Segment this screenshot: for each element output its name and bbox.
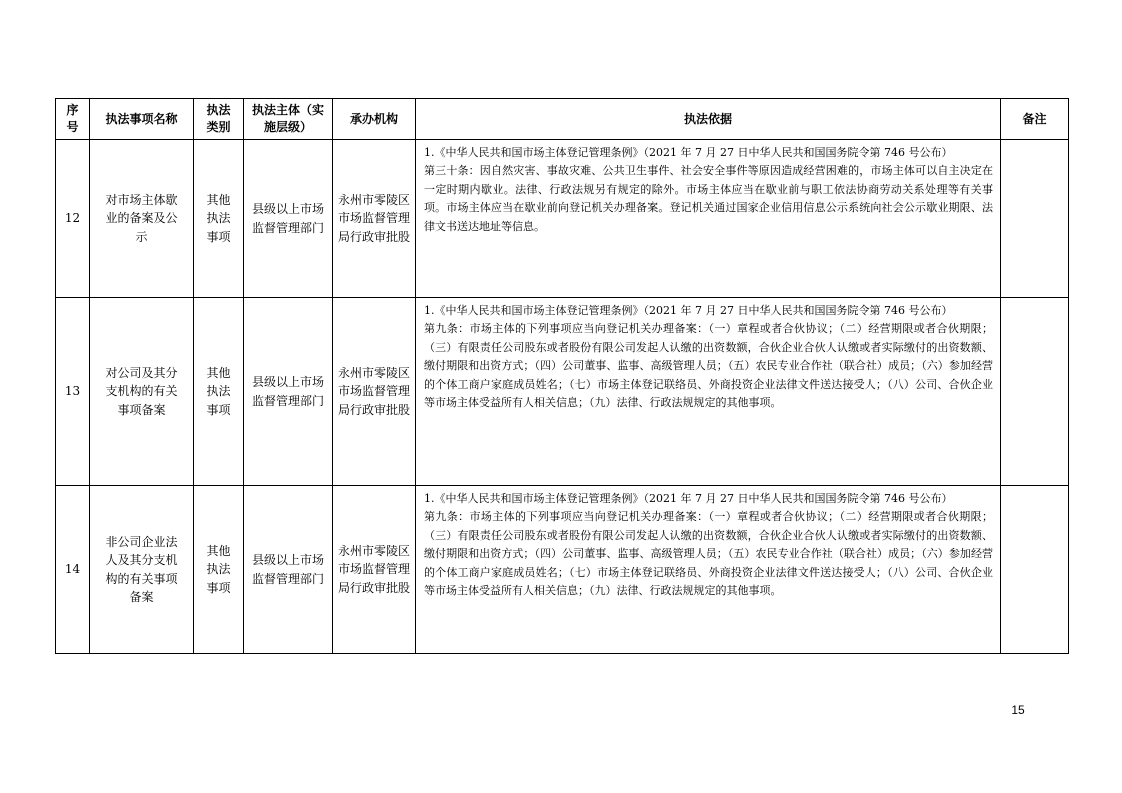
cell-basis [416,140,1001,298]
header-category: 执法类别 [194,99,244,140]
enforcement-items-table [55,98,1069,654]
cell-remark [1001,140,1069,298]
cell-category: 其他执法事项 [194,140,244,298]
table-header-row [56,99,1069,140]
cell-subject: 县级以上市场监督管理部门 [244,140,333,298]
header-remark: 备注 [1001,99,1069,140]
cell-remark [1001,298,1069,486]
table-row [56,486,1069,654]
cell-no: 13 [56,298,90,486]
cell-no: 14 [56,486,90,654]
cell-subject: 县级以上市场监督管理部门 [244,486,333,654]
header-name: 执法事项名称 [90,99,194,140]
cell-category: 其他执法事项 [194,298,244,486]
basis-title: 1.《中华人民共和国市场主体登记管理条例》（2021 年 7 月 27 日中华人民共和国国务院令第 746 号公布） [424,304,953,317]
header-basis: 执法依据 [416,99,1001,140]
basis-text: 第九条：市场主体的下列事项应当向登记机关办理备案：（一）章程或者合伙协议；（二）经营期限或者合伙期限；（三）有限责任公司股东或者股份有限公司发起人认缴的出资数额，合伙企业合伙人认缴或者实际缴付的出资数额、缴付期限和出资方式；（四）公司董事、监事、高级管理人员；（五）农民专业合作社（联合社）成员；（六）参加经营的个体工商户家庭成员姓名；（七）市场主体登记联络员、外商投资企业法律文件送达接受人；（八）公司、合伙企业等市场主体受益所有人相关信息；（九）法律、行政法规规定的其他事项。 [424,510,993,598]
cell-category: 其他执法事项 [194,486,244,654]
cell-no: 12 [56,140,90,298]
cell-name: 对公司及其分支机构的有关事项备案 [90,298,194,486]
cell-basis [416,486,1001,654]
cell-subject: 县级以上市场监督管理部门 [244,298,333,486]
basis-title: 1.《中华人民共和国市场主体登记管理条例》（2021 年 7 月 27 日中华人民共和国国务院令第 746 号公布） [424,146,953,159]
basis-text: 第三十条：因自然灾害、事故灾难、公共卫生事件、社会安全事件等原因造成经营困难的，市场主体可以自主决定在一定时期内歇业。法律、行政法规另有规定的除外。市场主体应当在歇业前与职工依法协商劳动关系处理等有关事项。市场主体应当在歇业前向登记机关办理备案。登记机关通过国家企业信用信息公示系统向社会公示歇业期限、法律文书送达地址等信息。 [424,164,993,233]
cell-agency: 永州市零陵区市场监督管理局行政审批股 [333,140,416,298]
cell-agency: 永州市零陵区市场监督管理局行政审批股 [333,486,416,654]
cell-name: 非公司企业法人及其分支机构的有关事项备案 [90,486,194,654]
cell-remark [1001,486,1069,654]
page-number: 15 [1011,703,1025,717]
cell-name: 对市场主体歇业的备案及公示 [90,140,194,298]
basis-text: 第九条：市场主体的下列事项应当向登记机关办理备案：（一）章程或者合伙协议；（二）经营期限或者合伙期限；（三）有限责任公司股东或者股份有限公司发起人认缴的出资数额，合伙企业合伙人认缴或者实际缴付的出资数额、缴付期限和出资方式；（四）公司董事、监事、高级管理人员；（五）农民专业合作社（联合社）成员；（六）参加经营的个体工商户家庭成员姓名；（七）市场主体登记联络员、外商投资企业法律文件送达接受人；（八）公司、合伙企业等市场主体受益所有人相关信息；（九）法律、行政法规规定的其他事项。 [424,322,993,410]
basis-title: 1.《中华人民共和国市场主体登记管理条例》（2021 年 7 月 27 日中华人民共和国国务院令第 746 号公布） [424,492,953,505]
cell-basis [416,298,1001,486]
header-no: 序号 [56,99,90,140]
table-row [56,140,1069,298]
table-row [56,298,1069,486]
header-subject: 执法主体（实施层级） [244,99,333,140]
cell-agency: 永州市零陵区市场监督管理局行政审批股 [333,298,416,486]
header-agency: 承办机构 [333,99,416,140]
